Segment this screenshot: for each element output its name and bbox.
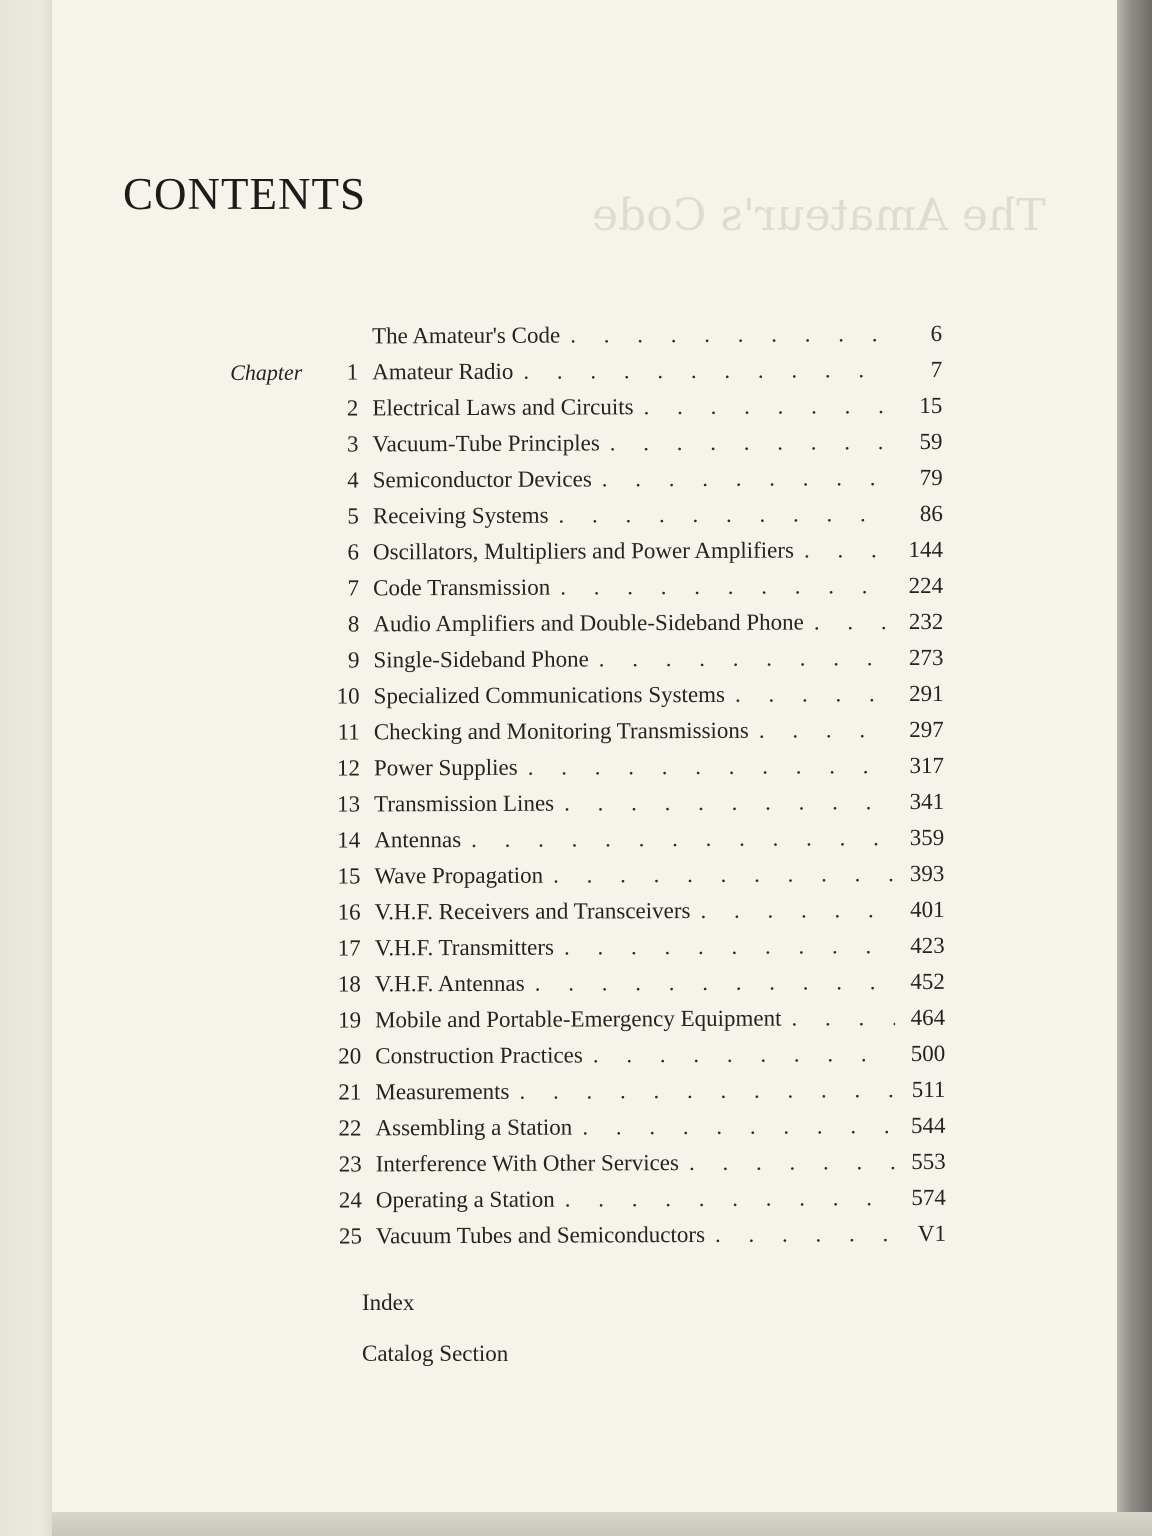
toc-chapter-row (233, 933, 945, 972)
chapter-page-number: 574 (911, 1184, 946, 1211)
chapter-title: Oscillators, Multipliers and Power Amplifiers (372, 537, 795, 565)
chapter-title: Operating a Station (375, 1186, 555, 1213)
dot-leader (715, 1221, 896, 1248)
toc-chapter-row (232, 753, 944, 792)
dot-leader (570, 321, 892, 348)
chapter-title: V.H.F. Antennas (374, 970, 525, 997)
chapter-title: Mobile and Portable-Emergency Equipment (374, 1005, 782, 1033)
chapter-number: 22 (338, 1115, 362, 1141)
toc-chapter-row (233, 897, 945, 936)
toc-chapter-row (231, 537, 943, 576)
chapter-title: Construction Practices (375, 1042, 583, 1069)
dot-leader (564, 933, 895, 960)
chapter-number: 2 (346, 395, 359, 421)
chapter-number: 13 (337, 791, 361, 817)
chapter-number: 5 (347, 503, 359, 529)
chapter-title: Transmission Lines (374, 790, 555, 817)
chapter-number: 1 (346, 359, 359, 385)
toc-chapter-row (234, 1221, 946, 1260)
chapter-title: Wave Propagation (374, 862, 544, 889)
chapter-title: Vacuum-Tube Principles (372, 430, 600, 457)
dot-leader (564, 789, 894, 816)
dot-leader (560, 573, 893, 600)
dot-leader (791, 1005, 895, 1031)
chapter-page-number: 15 (919, 392, 943, 418)
chapter-title: Checking and Monitoring Transmissions (373, 717, 749, 745)
chapter-number: 25 (338, 1223, 363, 1249)
chapter-number: 18 (337, 971, 361, 997)
chapter-title: Receiving Systems (372, 502, 549, 529)
index-entry: Index (362, 1290, 415, 1315)
chapter-title: Power Supplies (373, 754, 518, 781)
chapter-page-number: 544 (910, 1112, 946, 1139)
toc-chapter-row (231, 573, 943, 612)
contents-heading: CONTENTS (123, 169, 366, 219)
toc-chapter-row (231, 609, 943, 648)
toc-chapter-row (230, 357, 942, 396)
dot-leader (553, 861, 894, 888)
toc-chapter-row (230, 429, 942, 468)
toc-chapter-row (232, 825, 944, 864)
chapter-page-number: 500 (910, 1040, 946, 1067)
chapter-label: Chapter (230, 359, 303, 385)
chapter-title: Measurements (375, 1078, 510, 1105)
chapter-page-number: 341 (909, 788, 945, 815)
chapter-title: Antennas (374, 826, 462, 853)
chapter-number: 7 (347, 575, 360, 601)
chapter-page-number: 86 (919, 500, 943, 526)
dot-leader (700, 897, 894, 924)
toc-chapter-row (233, 969, 945, 1008)
page-bottom-edge (52, 1512, 1152, 1536)
table-of-contents (230, 321, 946, 1260)
chapter-page-number: 359 (909, 824, 945, 851)
chapter-title: Specialized Communications Systems (373, 681, 726, 709)
chapter-page-number: 7 (930, 356, 943, 382)
toc-chapter-row (234, 1149, 946, 1188)
chapter-title: Semiconductor Devices (372, 466, 592, 493)
catalog-section-entry: Catalog Section (362, 1341, 509, 1366)
dot-leader (535, 969, 895, 997)
dot-leader (593, 1041, 896, 1068)
chapter-page-number: 59 (919, 428, 943, 454)
toc-chapter-row (233, 1113, 945, 1152)
toc-chapter-row (231, 465, 943, 504)
chapter-number: 23 (338, 1151, 362, 1177)
toc-chapter-row (232, 861, 944, 900)
toc-chapter-row (233, 1005, 945, 1044)
toc-chapter-row (233, 1077, 945, 1116)
chapter-page-number: 224 (908, 572, 944, 599)
chapter-number: 10 (336, 683, 360, 709)
chapter-number: 17 (337, 935, 361, 961)
chapter-title: Code Transmission (373, 574, 551, 601)
dot-leader (599, 645, 894, 672)
toc-page: 6 (930, 320, 943, 346)
chapter-list (230, 357, 946, 1260)
toc-intro-row (230, 321, 942, 360)
chapter-page-number: 553 (911, 1148, 946, 1175)
dot-leader (759, 717, 894, 744)
chapter-number: 16 (337, 899, 361, 925)
chapter-number: 4 (347, 467, 359, 493)
chapter-page-number: 401 (910, 896, 945, 923)
chapter-page-number: 144 (908, 536, 944, 563)
toc-chapter-row (231, 501, 943, 540)
chapter-number: 19 (337, 1007, 362, 1033)
dot-leader (610, 429, 893, 456)
dot-leader (558, 501, 892, 528)
chapter-page-number: 79 (919, 464, 943, 490)
toc-chapter-row (232, 681, 944, 720)
chapter-number: 12 (336, 755, 360, 781)
chapter-title: Assembling a Station (375, 1114, 573, 1141)
dot-leader (735, 681, 894, 708)
chapter-page-number: 511 (911, 1076, 946, 1103)
bleed-through-text: The Amateur's Code (592, 190, 1046, 241)
chapter-number: 9 (347, 647, 360, 673)
dot-leader (644, 393, 893, 420)
dot-leader (814, 609, 894, 635)
toc-chapter-row (232, 717, 944, 756)
chapter-number: 24 (338, 1187, 362, 1213)
dot-leader (519, 1077, 895, 1105)
chapter-number: 11 (337, 719, 360, 745)
chapter-title: V.H.F. Transmitters (374, 934, 555, 961)
page-stack-edge (1117, 0, 1152, 1536)
dot-leader (602, 465, 893, 492)
toc-chapter-row (231, 645, 943, 684)
toc-chapter-row (234, 1185, 946, 1224)
chapter-title: Amateur Radio (372, 358, 514, 385)
dot-leader (523, 357, 892, 385)
chapter-number: 6 (347, 539, 360, 565)
toc-chapter-row (230, 393, 942, 432)
chapter-number: 21 (338, 1079, 362, 1105)
chapter-page-number: 393 (909, 860, 945, 887)
dot-leader (582, 1113, 895, 1140)
chapter-page-number: V1 (917, 1220, 947, 1247)
chapter-page-number: 317 (909, 752, 944, 779)
dot-leader (804, 537, 893, 563)
chapter-page-number: 464 (910, 1004, 946, 1031)
chapter-title: Electrical Laws and Circuits (372, 394, 634, 421)
chapter-title: V.H.F. Receivers and Transceivers (374, 897, 691, 925)
dot-leader (565, 1185, 896, 1212)
chapter-page-number: 291 (909, 680, 944, 707)
toc-chapter-row (232, 789, 944, 828)
binding-gutter (0, 0, 59, 1536)
chapter-number: 8 (347, 611, 360, 637)
dot-leader (689, 1149, 896, 1176)
dot-leader (471, 825, 894, 853)
toc-title: The Amateur's Code (371, 322, 561, 349)
toc-chapter-row (233, 1041, 945, 1080)
chapter-number: 15 (337, 863, 361, 889)
chapter-number: 14 (337, 827, 361, 853)
chapter-page-number: 423 (910, 932, 945, 959)
chapter-page-number: 273 (908, 644, 944, 671)
dot-leader (528, 753, 894, 781)
chapter-title: Vacuum Tubes and Semiconductors (375, 1221, 706, 1249)
chapter-title: Single-Sideband Phone (373, 646, 589, 673)
chapter-page-number: 452 (910, 968, 945, 995)
chapter-number: 3 (346, 431, 359, 457)
chapter-title: Audio Amplifiers and Double-Sideband Phone (373, 609, 804, 637)
chapter-page-number: 297 (909, 716, 944, 743)
chapter-number: 20 (338, 1043, 362, 1069)
chapter-page-number: 232 (908, 608, 944, 635)
chapter-title: Interference With Other Services (375, 1150, 679, 1177)
